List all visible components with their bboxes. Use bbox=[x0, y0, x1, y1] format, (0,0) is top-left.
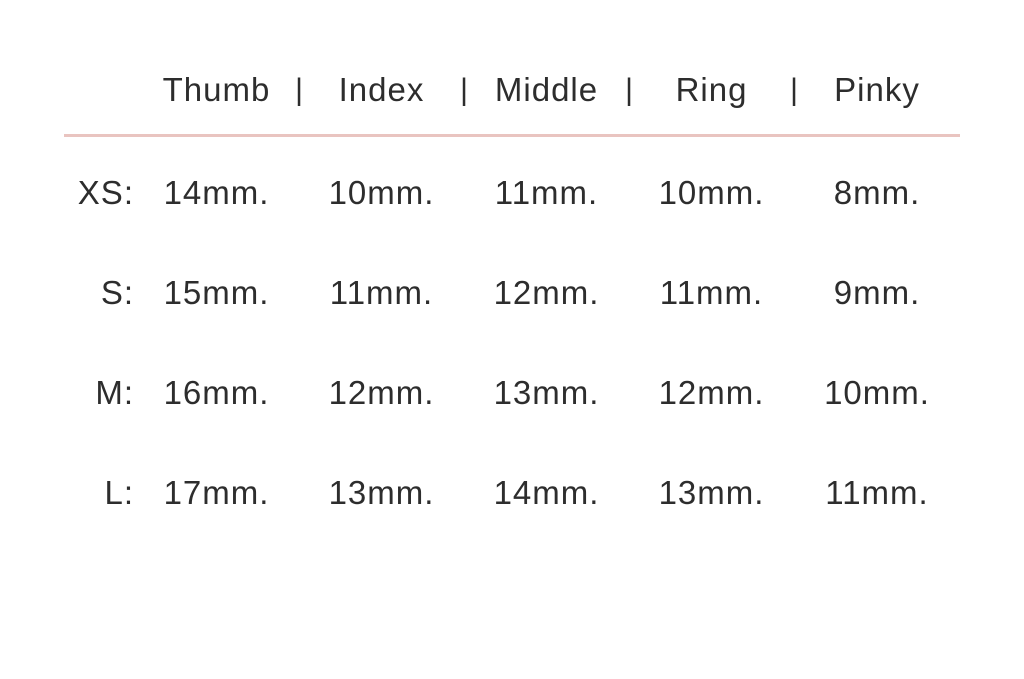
row-label-m: M: bbox=[95, 374, 134, 411]
cell-s-thumb: 15mm. bbox=[163, 274, 270, 311]
header-cell-pinky: Pinky bbox=[834, 71, 920, 108]
table-row-s bbox=[64, 243, 960, 343]
table-row-xs bbox=[64, 143, 960, 243]
table-row-l bbox=[64, 443, 960, 543]
cell-s-ring: 11mm. bbox=[659, 274, 764, 311]
pipe-separator: | bbox=[789, 71, 799, 107]
cell-m-index: 12mm. bbox=[328, 374, 435, 411]
cell-l-middle: 14mm. bbox=[493, 474, 600, 511]
cell-xs-ring: 10mm. bbox=[658, 174, 765, 211]
cell-s-index: 11mm. bbox=[329, 274, 434, 311]
cell-s-pinky: 9mm. bbox=[833, 274, 921, 311]
table-rows bbox=[64, 137, 960, 543]
cell-m-middle: 13mm. bbox=[493, 374, 600, 411]
cell-s-middle: 12mm. bbox=[493, 274, 600, 311]
cell-xs-middle: 11mm. bbox=[494, 174, 599, 211]
header-row bbox=[64, 64, 960, 116]
cell-m-ring: 12mm. bbox=[658, 374, 765, 411]
row-label-l: L: bbox=[104, 474, 134, 511]
size-chart bbox=[64, 64, 960, 543]
pipe-separator: | bbox=[459, 71, 469, 107]
row-label-s: S: bbox=[100, 274, 134, 311]
cell-m-thumb: 16mm. bbox=[163, 374, 270, 411]
cell-l-ring: 13mm. bbox=[658, 474, 765, 511]
cell-xs-pinky: 8mm. bbox=[833, 174, 921, 211]
row-label-xs: XS: bbox=[77, 174, 134, 211]
cell-xs-thumb: 14mm. bbox=[163, 174, 270, 211]
cell-l-pinky: 11mm. bbox=[825, 474, 929, 511]
header-cell-middle: Middle bbox=[494, 71, 599, 108]
cell-xs-index: 10mm. bbox=[328, 174, 435, 211]
header-cell-ring: Ring bbox=[675, 71, 748, 108]
pipe-separator: | bbox=[624, 71, 634, 107]
header-cell-thumb: Thumb bbox=[162, 71, 271, 108]
pipe-separator: | bbox=[294, 71, 304, 107]
cell-l-thumb: 17mm. bbox=[163, 474, 270, 511]
cell-l-index: 13mm. bbox=[328, 474, 435, 511]
header-cell-index: Index bbox=[338, 71, 425, 108]
table-row-m bbox=[64, 343, 960, 443]
cell-m-pinky: 10mm. bbox=[824, 374, 930, 411]
